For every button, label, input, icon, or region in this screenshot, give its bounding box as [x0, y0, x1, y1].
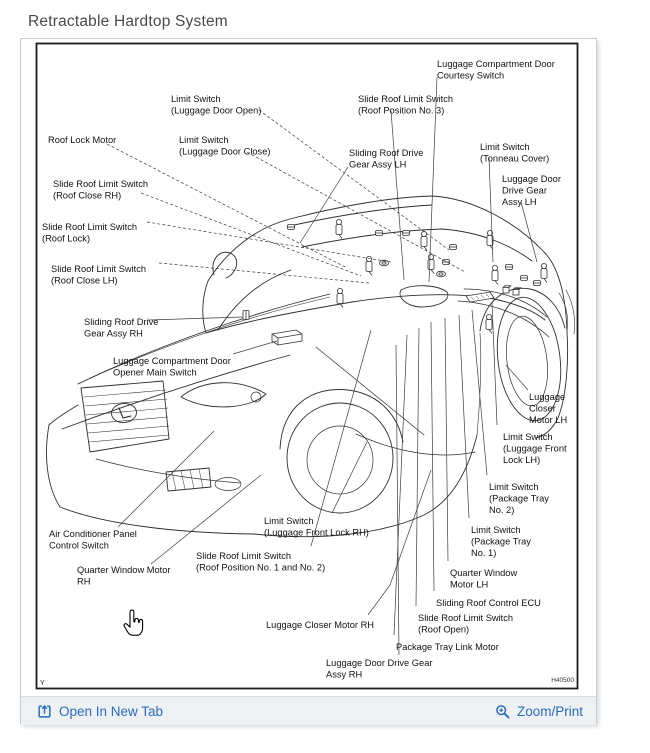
component-box-glyph — [272, 330, 302, 345]
leader-slide-roof-limit-switch-roof-position-3 — [391, 111, 404, 280]
component-clip-glyph — [506, 265, 513, 270]
leader-quarter-window-motor-lh — [445, 318, 448, 561]
component-glyphs — [243, 219, 547, 345]
leader-luggage-closer-motor-rh — [368, 470, 431, 615]
label-limit-switch-luggage-door-close: Limit Switch (Luggage Door Close) — [179, 135, 271, 157]
label-roof-lock-motor: Roof Lock Motor — [48, 135, 117, 145]
label-sliding-roof-drive-gear-assy-lh: Sliding Roof Drive Gear Assy LH — [349, 148, 424, 170]
component-clip-glyph — [534, 281, 541, 286]
leader-limit-switch-luggage-front-lock-lh — [492, 302, 497, 425]
leader-slide-roof-limit-switch-roof-open — [416, 328, 419, 606]
zoom-print-label: Zoom/Print — [516, 703, 583, 719]
component-tiny-glyph — [243, 311, 249, 320]
component-ecu-glyph — [466, 292, 494, 302]
diagram-area — [21, 39, 596, 696]
label-limit-switch-luggage-front-lock-lh: Limit Switch (Luggage Front Lock LH) — [503, 432, 567, 465]
zoom-in-icon — [495, 704, 510, 719]
image-toolbar — [21, 696, 596, 725]
label-luggage-closer-motor-rh: Luggage Closer Motor RH — [266, 620, 374, 630]
leader-luggage-closer-motor-lh — [506, 365, 528, 390]
label-quarter-window-motor-lh: Quarter Window Motor LH — [450, 568, 518, 590]
leader-roof-lock-motor — [107, 144, 347, 268]
leader-package-tray-link-motor — [394, 335, 407, 635]
figure-code: H40500 — [551, 677, 574, 684]
label-slide-roof-limit-switch-roof-position-3: Slide Roof Limit Switch (Roof Position No. 3) — [358, 94, 454, 116]
label-sliding-roof-drive-gear-assy-rh: Sliding Roof Drive Gear Assy RH — [84, 317, 159, 339]
diagram-corner-mark: Y — [40, 680, 45, 687]
component-clip-glyph — [450, 245, 457, 250]
component-cube-glyph — [503, 286, 511, 293]
leader-luggage-door-drive-gear-assy-lh — [521, 202, 537, 262]
label-limit-switch-luggage-front-lock-rh: Limit Switch (Luggage Front Lock RH) — [264, 516, 369, 538]
label-luggage-compartment-door-opener-main-switch: Luggage Compartment Door Opener Main Switch — [113, 356, 231, 378]
component-switch-glyph — [541, 263, 547, 282]
leader-luggage-compartment-door-opener-main-switch — [233, 341, 277, 354]
label-slide-roof-limit-switch-roof-close-lh: Slide Roof Limit Switch (Roof Close LH) — [51, 264, 147, 286]
leader-slide-roof-limit-switch-roof-close-rh — [141, 193, 361, 276]
zoom-print-link[interactable] — [495, 704, 583, 719]
label-air-conditioner-panel-control-switch: Air Conditioner Panel Control Switch — [49, 529, 137, 551]
open-in-new-tab-icon — [37, 704, 52, 719]
component-clip-glyph — [521, 276, 528, 281]
label-limit-switch-package-tray-1: Limit Switch (Package Tray No. 1) — [471, 525, 531, 558]
component-switch-glyph — [336, 219, 342, 238]
label-package-tray-link-motor: Package Tray Link Motor — [396, 642, 499, 652]
component-switch-glyph — [428, 254, 434, 273]
label-limit-switch-package-tray-2: Limit Switch (Package Tray No. 2) — [489, 482, 549, 515]
hardtop-diagram-image — [21, 39, 596, 696]
open-in-new-tab-link[interactable] — [37, 704, 163, 719]
label-luggage-closer-motor-lh: Luggage Closer Motor LH — [529, 392, 568, 425]
diagram-labels — [42, 59, 567, 680]
leader-sliding-roof-control-ecu — [431, 322, 434, 591]
component-switch-glyph — [486, 314, 492, 333]
label-slide-roof-limit-switch-roof-position-1-2: Slide Roof Limit Switch (Roof Position No. 1 and No. 2) — [196, 551, 326, 573]
leader-limit-switch-package-tray-1 — [459, 315, 469, 518]
component-clip-glyph — [376, 231, 383, 236]
component-pad-glyph — [437, 271, 446, 277]
label-slide-roof-limit-switch-roof-open: Slide Roof Limit Switch (Roof Open) — [418, 613, 514, 635]
label-limit-switch-luggage-door-open: Limit Switch (Luggage Door Open) — [171, 94, 262, 116]
leader-limit-switch-luggage-door-close — [247, 152, 465, 272]
component-switch-glyph — [366, 256, 372, 275]
label-luggage-compartment-door-courtesy-switch: Luggage Compartment Door Courtesy Switch — [437, 59, 555, 81]
label-sliding-roof-control-ecu: Sliding Roof Control ECU — [436, 598, 541, 608]
label-slide-roof-limit-switch-roof-lock: Slide Roof Limit Switch (Roof Lock) — [42, 222, 138, 244]
component-clip-glyph — [288, 225, 295, 230]
component-clip-glyph — [403, 231, 410, 236]
label-slide-roof-limit-switch-roof-close-rh: Slide Roof Limit Switch (Roof Close RH) — [53, 179, 149, 201]
lexus-badge-icon — [111, 402, 138, 423]
leader-luggage-door-drive-gear-assy-rh — [396, 345, 399, 655]
page-title: Retractable Hardtop System — [28, 13, 228, 30]
cursor-icon — [124, 610, 143, 635]
label-luggage-door-drive-gear-assy-lh: Luggage Door Drive Gear Assy LH — [502, 174, 561, 207]
label-luggage-door-drive-gear-assy-rh: Luggage Door Drive Gear Assy RH — [326, 658, 433, 680]
component-switch-glyph — [492, 265, 498, 284]
leader-limit-switch-package-tray-2 — [472, 310, 487, 475]
label-quarter-window-motor-rh: Quarter Window Motor RH — [77, 565, 171, 587]
leader-sliding-roof-drive-gear-assy-rh — [148, 317, 243, 320]
label-limit-switch-tonneau-cover: Limit Switch (Tonneau Cover) — [480, 142, 550, 164]
component-switch-glyph — [421, 231, 427, 250]
leader-slide-roof-limit-switch-roof-close-lh — [159, 263, 369, 283]
open-in-new-tab-label: Open In New Tab — [59, 703, 164, 719]
leader-slide-roof-limit-switch-roof-position-1-2 — [311, 330, 371, 546]
diagram-card — [20, 38, 597, 724]
